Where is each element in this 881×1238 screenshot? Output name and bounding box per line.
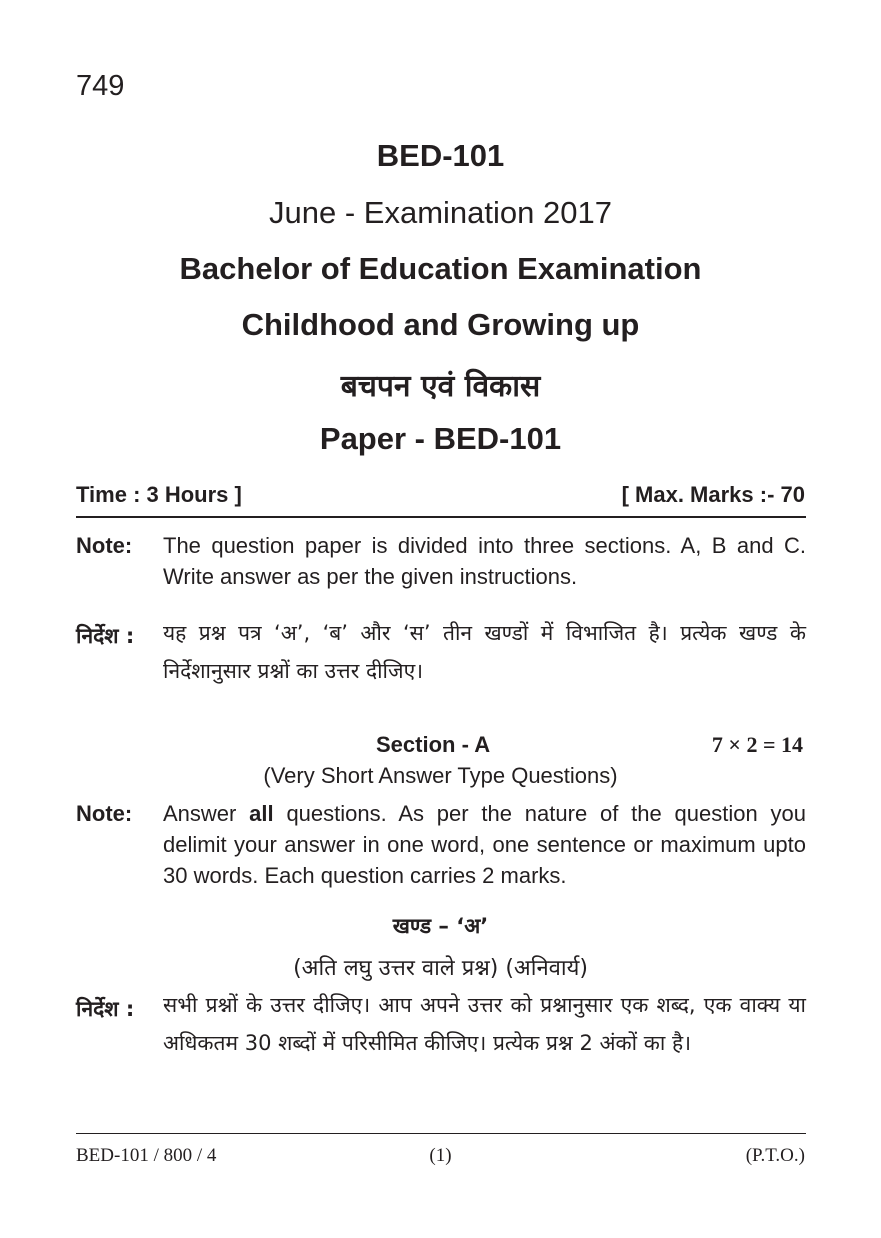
section-a-marks: 7 × 2 = 14 <box>711 732 803 757</box>
note-text-start: Answer <box>163 801 250 826</box>
subject-title-hindi: बचपन एवं विकास <box>340 369 541 404</box>
section-a-title-hindi: खण्ड – ‘अ’ <box>392 914 489 938</box>
paper-number: 749 <box>76 70 125 102</box>
pto-label: (P.T.O.) <box>745 1145 805 1166</box>
note-hindi-label: निर्देश : <box>76 624 135 648</box>
subject-title: Childhood and Growing up <box>241 307 640 342</box>
time-allowed: Time : 3 Hours ] <box>76 482 242 507</box>
note-text-end: questions. As per the nature of the question you delimit your answer in one word, one sentence or maximum upto 30 words. Each question carries 2 marks. <box>163 801 806 888</box>
note-hindi-text: यह प्रश्न पत्र ‘अ’, ‘ब’ और ‘स’ तीन खण्डों में विभाजित है। प्रत्येक खण्ड के निर्देशानुसार प्रश्नों का उत्तर दीजिए। <box>163 621 806 683</box>
footer-code: BED-101 / 800 / 4 <box>76 1145 217 1166</box>
degree-title: Bachelor of Education Examination <box>179 251 702 286</box>
section-a-title: Section - A <box>376 732 491 757</box>
section-a-note <box>163 798 806 891</box>
page-number: (1) <box>429 1145 452 1166</box>
exam-session: June - Examination 2017 <box>269 195 612 230</box>
header-divider <box>76 516 806 518</box>
note-label: Note: <box>76 533 133 558</box>
paper-title: Paper - BED-101 <box>319 421 562 456</box>
note-text: The question paper is divided into three sections. A, B and C. Write answer as per the given instructions. <box>163 533 806 589</box>
section-a-note-label: Note: <box>76 801 133 826</box>
section-a-note-hindi-label: निर्देश : <box>76 997 135 1021</box>
section-a-subtitle: (Very Short Answer Type Questions) <box>263 763 618 788</box>
section-a-subtitle-hindi: (अति लघु उत्तर वाले प्रश्न) (अनिवार्य) <box>293 956 588 981</box>
note-emphasis-all: all <box>249 801 274 826</box>
footer-divider <box>76 1133 806 1134</box>
section-a-note-hindi-text: सभी प्रश्नों के उत्तर दीजिए। आप अपने उत्तर को प्रश्नानुसार एक शब्द, एक वाक्य या अधिकतम 30 शब्दों में परिसीमित कीजिए। प्रत्येक प्रश्न 2 अंकों का है। <box>163 993 806 1055</box>
course-code: BED-101 <box>376 138 505 173</box>
max-marks: [ Max. Marks :- 70 <box>621 482 805 507</box>
